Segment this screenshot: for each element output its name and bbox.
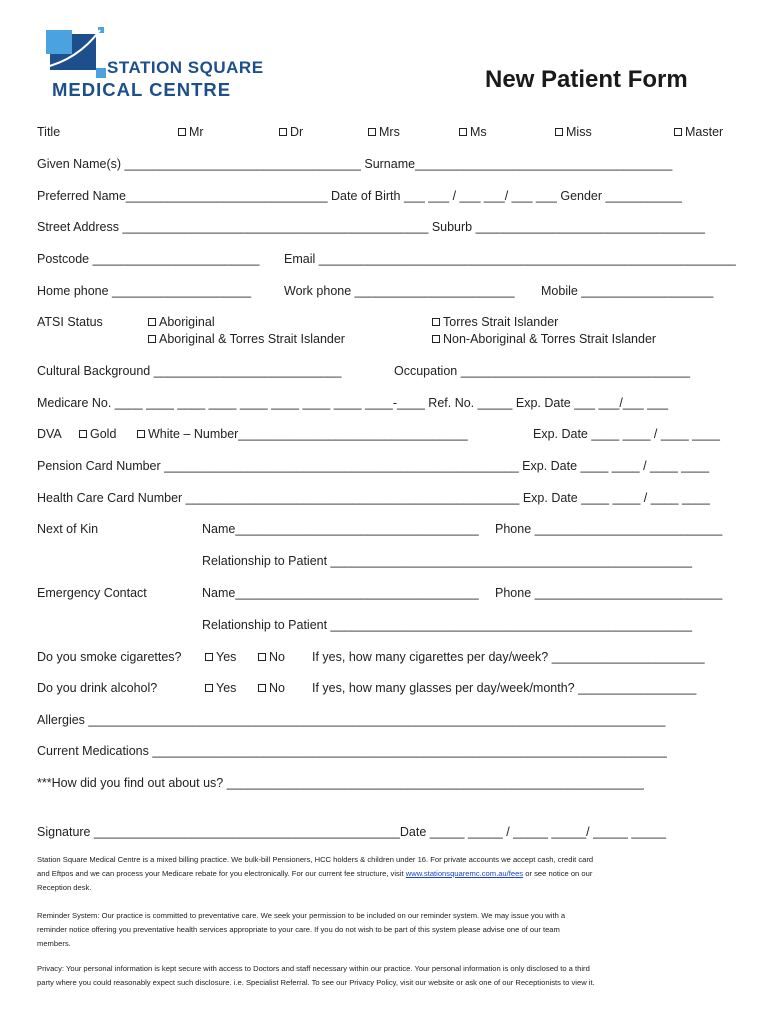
checkbox-icon[interactable] (148, 335, 156, 343)
emergency-phone-line[interactable]: Phone ___________________________ (495, 586, 723, 600)
logo-line-1: STATION SQUARE (107, 58, 264, 77)
checkbox-icon[interactable] (368, 128, 376, 136)
atsi-option-non[interactable]: Non-Aboriginal & Torres Strait Islander (432, 332, 656, 346)
email-line[interactable]: Email ____________________________________________________________ (284, 252, 736, 266)
pension-card-line[interactable]: Pension Card Number ___________________________________________________ Exp. Date ____ ____ / ____ ____ (37, 459, 710, 473)
atsi-label: ATSI Status (37, 315, 103, 329)
given-names-line[interactable]: Given Name(s) __________________________________ Surname_____________________________________ (37, 157, 673, 171)
form-title: New Patient Form (485, 66, 688, 93)
dva-option-white[interactable]: White – Number_________________________________ (137, 427, 468, 441)
checkbox-icon[interactable] (258, 653, 266, 661)
title-option-mrs[interactable]: Mrs (368, 125, 400, 139)
street-address-line[interactable]: Street Address ____________________________________________ Suburb _________________________________ (37, 220, 706, 234)
occupation-line[interactable]: Occupation _________________________________ (394, 364, 691, 378)
practice-logo (38, 24, 298, 102)
preferred-name-line[interactable]: Preferred Name_____________________________ Date of Birth ___ ___ / ___ ___/ ___ ___ Gender ___________ (37, 189, 682, 203)
title-option-dr[interactable]: Dr (279, 125, 303, 139)
next-of-kin-phone-line[interactable]: Phone ___________________________ (495, 522, 723, 536)
title-option-master[interactable]: Master (674, 125, 723, 139)
alcohol-yes-option[interactable]: Yes (205, 681, 236, 695)
dva-label: DVA (37, 427, 62, 441)
home-phone-line[interactable]: Home phone ____________________ (37, 284, 252, 298)
checkbox-icon[interactable] (258, 684, 266, 692)
checkbox-icon[interactable] (178, 128, 186, 136)
alcohol-followup-line[interactable]: If yes, how many glasses per day/week/month? _________________ (312, 681, 697, 695)
atsi-option-torres[interactable]: Torres Strait Islander (432, 315, 558, 329)
checkbox-icon[interactable] (555, 128, 563, 136)
checkbox-icon[interactable] (79, 430, 87, 438)
checkbox-icon[interactable] (137, 430, 145, 438)
emergency-contact-label: Emergency Contact (37, 586, 147, 600)
privacy-notice: Privacy: Your personal information is kept secure with access to Doctors and staff necessary within our practice. Your personal information is only disclosed to a third party where you could reasonably expect such disclosure. i.e. Specialist Referral. To see our Privacy Policy, visit our website or ask one of our Receptionists to view it. (37, 964, 595, 987)
current-medications-line[interactable]: Current Medications __________________________________________________________________________ (37, 744, 667, 758)
signature-line[interactable]: Signature ____________________________________________Date _____ _____ / _____ _____/ _____ _____ (37, 825, 667, 839)
alcohol-no-option[interactable]: No (258, 681, 285, 695)
next-of-kin-relationship-line[interactable]: Relationship to Patient ____________________________________________________ (202, 554, 693, 568)
checkbox-icon[interactable] (205, 653, 213, 661)
find-us-line[interactable]: ***How did you find out about us? ____________________________________________________________ (37, 776, 644, 790)
checkbox-icon[interactable] (148, 318, 156, 326)
title-option-ms[interactable]: Ms (459, 125, 487, 139)
smoke-yes-option[interactable]: Yes (205, 650, 236, 664)
checkbox-icon[interactable] (459, 128, 467, 136)
cultural-background-line[interactable]: Cultural Background ___________________________ (37, 364, 342, 378)
atsi-option-aboriginal[interactable]: Aboriginal (148, 315, 215, 329)
next-of-kin-name-line[interactable]: Name___________________________________ (202, 522, 479, 536)
checkbox-icon[interactable] (205, 684, 213, 692)
postcode-line[interactable]: Postcode ________________________ (37, 252, 260, 266)
dva-option-gold[interactable]: Gold (79, 427, 116, 441)
smoke-followup-line[interactable]: If yes, how many cigarettes per day/week? ______________________ (312, 650, 705, 664)
title-option-miss[interactable]: Miss (555, 125, 592, 139)
dva-exp-date-line[interactable]: Exp. Date ____ ____ / ____ ____ (533, 427, 720, 441)
logo-line-2: MEDICAL CENTRE (52, 79, 232, 100)
emergency-relationship-line[interactable]: Relationship to Patient ____________________________________________________ (202, 618, 693, 632)
mobile-line[interactable]: Mobile ___________________ (541, 284, 714, 298)
next-of-kin-label: Next of Kin (37, 522, 99, 536)
allergies-line[interactable]: Allergies ___________________________________________________________________________________ (37, 713, 666, 727)
health-care-card-line[interactable]: Health Care Card Number ________________________________________________ Exp. Date ____ ____ / ____ ____ (37, 491, 710, 505)
title-option-mr[interactable]: Mr (178, 125, 204, 139)
checkbox-icon[interactable] (432, 335, 440, 343)
checkbox-icon[interactable] (674, 128, 682, 136)
medicare-line[interactable]: Medicare No. ____ ____ ____ ____ ____ ____ ____ ____ ____-____ Ref. No. _____ Exp. Date ___ ___/___ ___ (37, 396, 669, 410)
work-phone-line[interactable]: Work phone _______________________ (284, 284, 515, 298)
emergency-name-line[interactable]: Name___________________________________ (202, 586, 479, 600)
checkbox-icon[interactable] (432, 318, 440, 326)
title-label: Title (37, 125, 61, 139)
fees-link[interactable]: www.stationsquaremc.com.au/fees (405, 869, 524, 878)
reminder-notice: Reminder System: Our practice is committed to preventative care. We seek your permission to be included on our reminder system. We may issue you with a reminder notice offering you preventative health services appropriate to your care. If you do not wish to be part of this system please advise one of our team members. (37, 911, 566, 948)
smoke-question: Do you smoke cigarettes? (37, 650, 182, 664)
billing-notice: Station Square Medical Centre is a mixed billing practice. We bulk-bill Pensioners, HCC holders & children under 16. For private accounts we accept cash, credit card and Eftpos and we can process your Medicare rebate for you electronically. For our current fee structure, visit www.stationsquaremc.com.au/fees or see notice on our Reception desk. (37, 855, 594, 892)
checkbox-icon[interactable] (279, 128, 287, 136)
smoke-no-option[interactable]: No (258, 650, 285, 664)
alcohol-question: Do you drink alcohol? (37, 681, 158, 695)
atsi-option-both[interactable]: Aboriginal & Torres Strait Islander (148, 332, 345, 346)
